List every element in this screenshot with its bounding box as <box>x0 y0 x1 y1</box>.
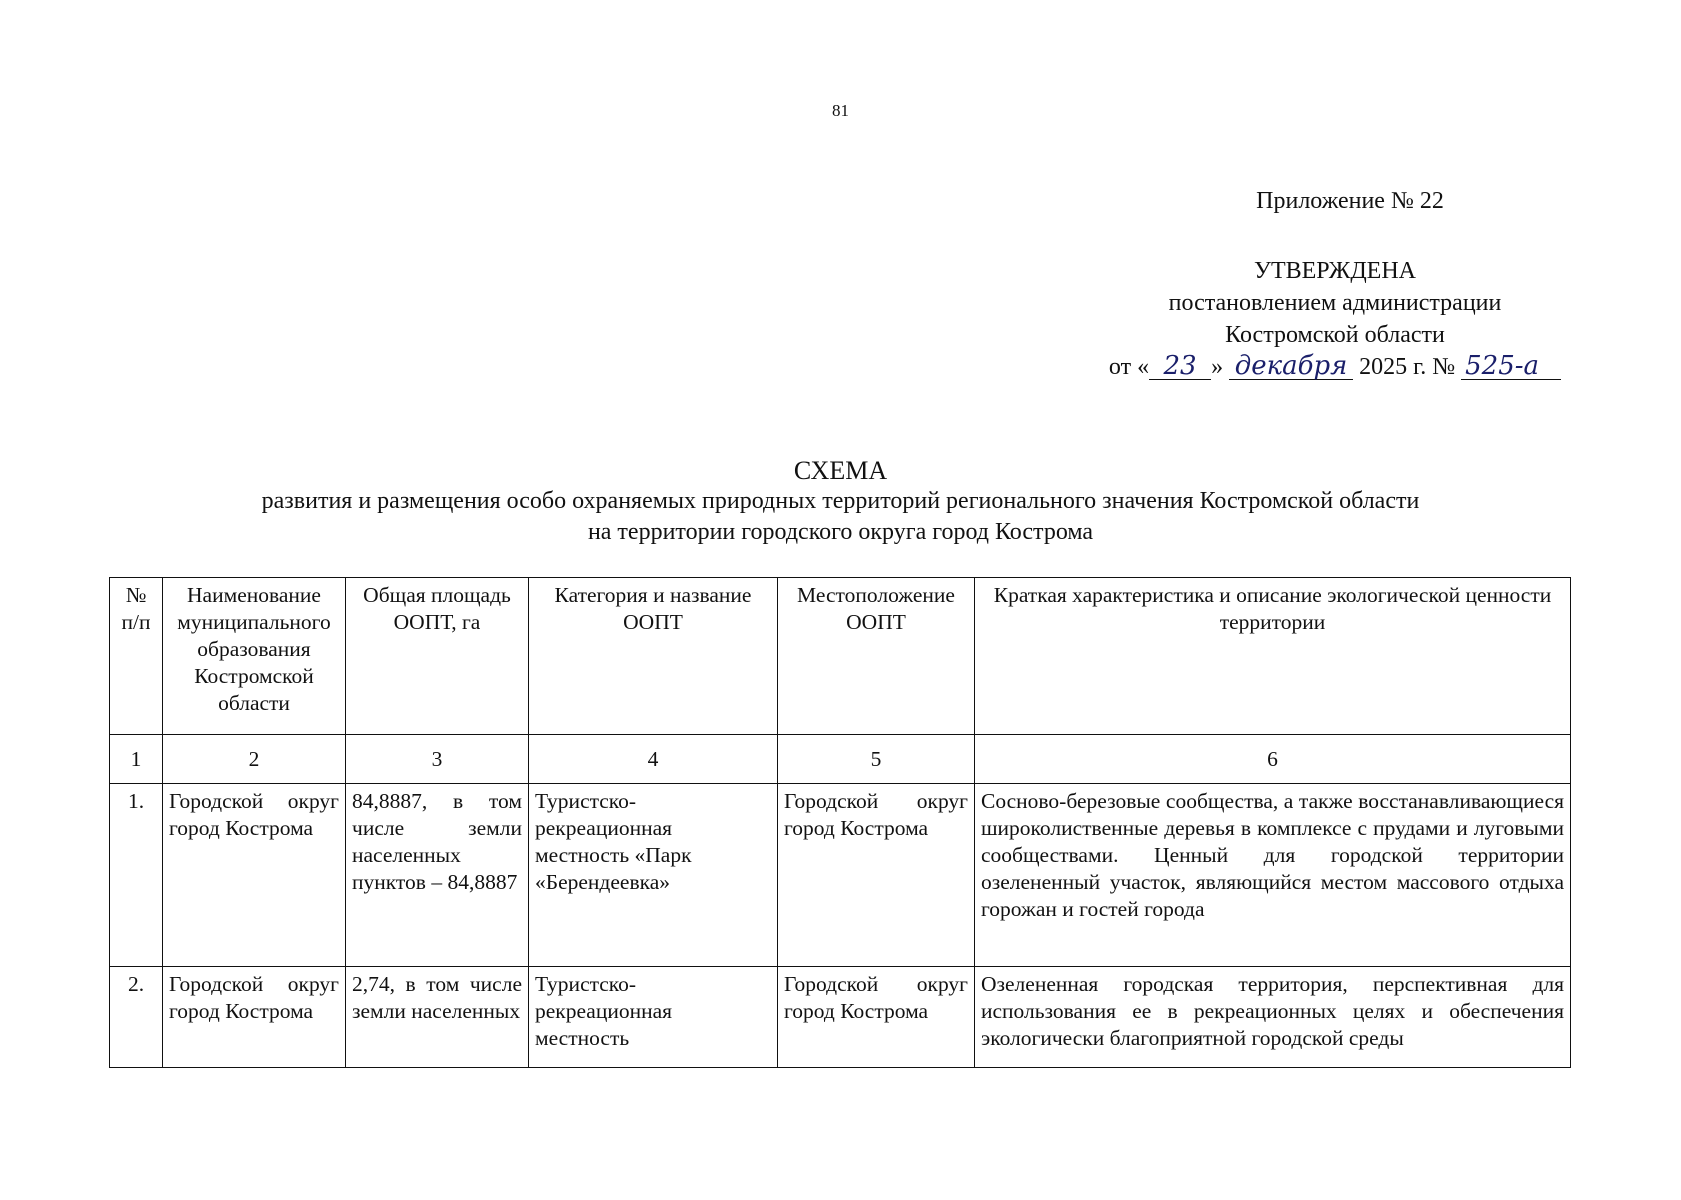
column-number-row <box>110 735 1571 784</box>
column-number: 3 <box>346 735 529 784</box>
header-description: Краткая характеристика и описание экологической ценности территории <box>975 578 1571 735</box>
row-location: Городской округ город Кострома <box>778 967 975 1068</box>
approved-heading: УТВЕРЖДЕНА <box>1253 258 1417 284</box>
header-num: № п/п <box>110 578 163 735</box>
row-location: Городской округ город Кострома <box>778 784 975 967</box>
title-line2: развития и размещения особо охраняемых природных территорий регионального значения Костромской области <box>261 488 1420 514</box>
table-header-row <box>110 578 1571 735</box>
title-line1: СХЕМА <box>793 456 888 485</box>
row-area: 84,8887, в том числе земли населенных пунктов – 84,8887 <box>346 784 529 967</box>
scheme-table <box>109 577 1571 1068</box>
row-municipality: Городской округ город Кострома <box>163 784 346 967</box>
row-municipality: Городской округ город Кострома <box>163 967 346 1068</box>
row-area: 2,74, в том числе земли населенных <box>346 967 529 1068</box>
date-year: 2025 г. № <box>1359 354 1456 380</box>
approved-by-line2: Костромской области <box>1225 322 1445 348</box>
column-number: 1 <box>110 735 163 784</box>
header-category: Категория и название ООПТ <box>529 578 778 735</box>
date-mid: » <box>1211 354 1224 380</box>
date-day-handwritten: 23 <box>1149 353 1211 380</box>
approved-by-line1: постановлением администрации <box>1168 290 1502 316</box>
date-prefix: от « <box>1108 354 1150 380</box>
document-title <box>0 455 1681 548</box>
appendix-label: Приложение № 22 <box>1256 188 1444 214</box>
page-number: 81 <box>832 101 849 120</box>
title-line3: на территории городского округа город Кострома <box>587 519 1094 545</box>
doc-number-handwritten: 525-а <box>1461 353 1561 380</box>
row-description: Озелененная городская территория, перспективная для использования ее в рекреационных целях и обеспечения экологически благоприятной городской среды <box>975 967 1571 1068</box>
approval-block <box>1100 185 1570 383</box>
column-number: 2 <box>163 735 346 784</box>
table-row <box>110 784 1571 967</box>
column-number: 5 <box>778 735 975 784</box>
column-number: 4 <box>529 735 778 784</box>
column-number: 6 <box>975 735 1571 784</box>
row-description: Сосново-березовые сообщества, а также восстанавливающиеся широколиственные деревья в комплексе с прудами и луговыми сообществами. Ценный для городской территории озелененный участок, являющийся местом массового отдыха горожан и гостей города <box>975 784 1571 967</box>
header-area: Общая площадь ООПТ, га <box>346 578 529 735</box>
row-number: 2. <box>110 967 163 1068</box>
row-number: 1. <box>110 784 163 967</box>
header-municipality: Наименование муниципального образования Костромской области <box>163 578 346 735</box>
date-month-handwritten: декабря <box>1229 353 1353 380</box>
table-row <box>110 967 1571 1068</box>
row-category: Туристско-рекреационная местность <box>529 967 778 1068</box>
header-location: Местоположение ООПТ <box>778 578 975 735</box>
row-category: Туристско-рекреационная местность «Парк «Берендеевка» <box>529 784 778 967</box>
approval-date-line <box>1100 351 1570 383</box>
